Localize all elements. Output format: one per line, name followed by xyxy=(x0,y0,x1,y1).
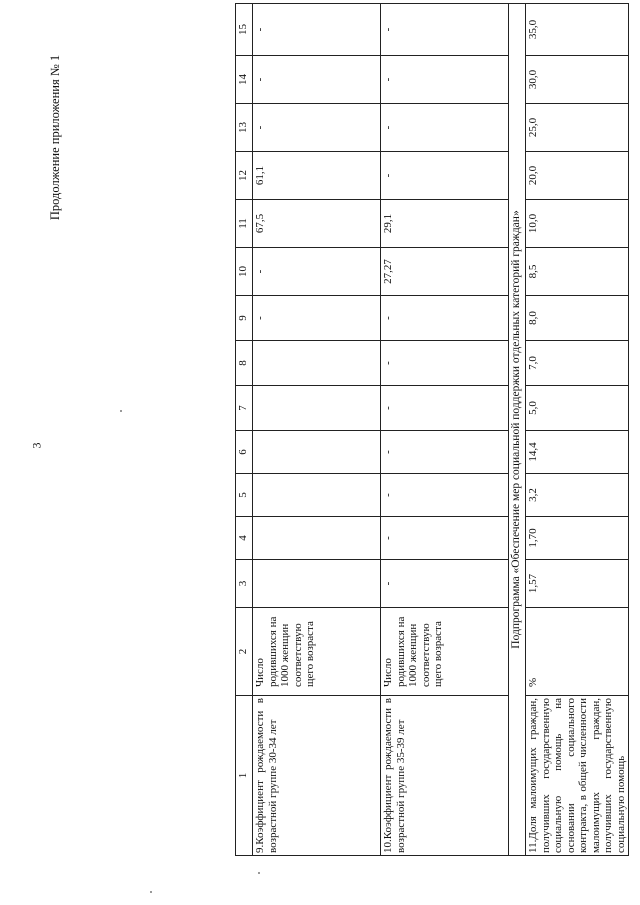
column-number: 10 xyxy=(236,248,253,296)
value-cell: - xyxy=(381,474,509,517)
unit-of-measure: % xyxy=(526,608,629,696)
column-number: 12 xyxy=(236,152,253,200)
value-cell: - xyxy=(381,386,509,431)
value-cell: - xyxy=(253,248,381,296)
column-number: 14 xyxy=(236,56,253,104)
value-cell: 5,0 xyxy=(526,386,629,431)
value-cell: 3,2 xyxy=(526,474,629,517)
column-number: 9 xyxy=(236,296,253,341)
value-cell: 1,57 xyxy=(526,560,629,608)
value-cell: - xyxy=(381,104,509,152)
value-cell: - xyxy=(381,152,509,200)
column-number: 4 xyxy=(236,517,253,560)
value-cell: 8,5 xyxy=(526,248,629,296)
subprogram-title: Подпрограмма «Обеспечение мер социальной поддержки отдельных категорий граждан» xyxy=(509,4,526,856)
unit-of-measure: Число родившихся на 1000 женщин соответствую щего возраста xyxy=(253,608,381,696)
column-number: 3 xyxy=(236,560,253,608)
column-number: 15 xyxy=(236,4,253,56)
value-cell: 25,0 xyxy=(526,104,629,152)
value-cell: - xyxy=(381,296,509,341)
value-cell: 1,70 xyxy=(526,517,629,560)
value-cell: 20,0 xyxy=(526,152,629,200)
value-cell: 27,27 xyxy=(381,248,509,296)
value-cell: - xyxy=(381,560,509,608)
value-cell: - xyxy=(381,517,509,560)
value-cell: - xyxy=(253,296,381,341)
value-cell: - xyxy=(253,56,381,104)
value-cell: 8,0 xyxy=(526,296,629,341)
value-cell xyxy=(253,431,381,474)
value-cell xyxy=(253,341,381,386)
value-cell: - xyxy=(381,56,509,104)
indicator-name: 10.Коэффициент рождаемости в возрастной группе 35-39 лет xyxy=(381,696,509,856)
value-cell: 14,4 xyxy=(526,431,629,474)
column-number: 7 xyxy=(236,386,253,431)
value-cell: 35,0 xyxy=(526,4,629,56)
value-cell xyxy=(253,474,381,517)
column-number: 13 xyxy=(236,104,253,152)
value-cell xyxy=(253,517,381,560)
value-cell: - xyxy=(381,341,509,386)
value-cell: - xyxy=(381,4,509,56)
value-cell xyxy=(253,386,381,431)
unit-of-measure: Число родившихся на 1000 женщин соответствую щего возраста xyxy=(381,608,509,696)
indicator-name: 9.Коэффициент рождаемости в возрастной группе 30-34 лет xyxy=(253,696,381,856)
column-number: 1 xyxy=(236,696,253,856)
table-row xyxy=(253,4,381,856)
table-row xyxy=(526,4,629,856)
column-number: 8 xyxy=(236,341,253,386)
subprogram-row xyxy=(509,4,526,856)
value-cell: 29,1 xyxy=(381,200,509,248)
appendix-continuation: Продолжение приложения № 1 xyxy=(48,54,63,221)
indicator-name: 11.Доля малоимущих граждан, получивших государственную социальную помощь на основании социального контракта, в общей численности малоимущих граждан, получивших государственную социальную помощь xyxy=(526,696,629,856)
column-number: 5 xyxy=(236,474,253,517)
value-cell: 30,0 xyxy=(526,56,629,104)
value-cell: 67,5 xyxy=(253,200,381,248)
value-cell: 61,1 xyxy=(253,152,381,200)
table-row xyxy=(381,4,509,856)
column-number: 11 xyxy=(236,200,253,248)
column-number: 6 xyxy=(236,431,253,474)
scan-dot xyxy=(120,410,122,412)
indicator-table xyxy=(235,3,629,856)
value-cell: 10,0 xyxy=(526,200,629,248)
column-number-row xyxy=(236,4,253,856)
value-cell xyxy=(253,560,381,608)
scan-dot xyxy=(258,872,260,874)
value-cell: - xyxy=(381,431,509,474)
value-cell: - xyxy=(253,104,381,152)
rotated-table-wrapper xyxy=(235,6,627,856)
value-cell: - xyxy=(253,4,381,56)
value-cell: 7,0 xyxy=(526,341,629,386)
column-number: 2 xyxy=(236,608,253,696)
page-number: 3 xyxy=(29,442,44,449)
scan-dot xyxy=(150,891,152,893)
